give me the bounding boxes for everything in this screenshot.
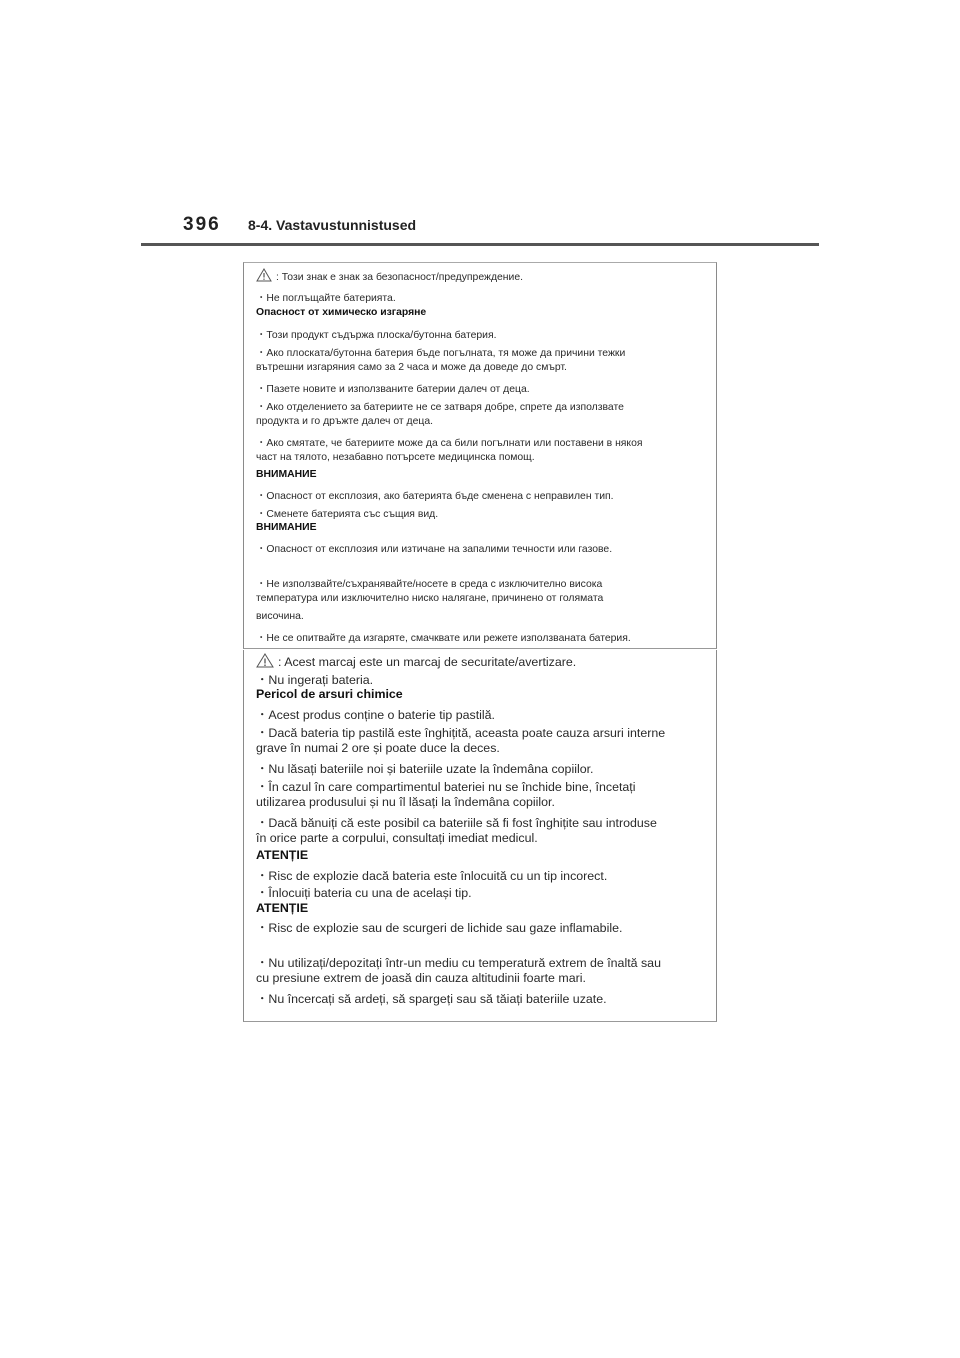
bullet-item: ・Не поглъщайте батерията.: [256, 293, 396, 304]
bullet-item: ・Înlocuiți bateria cu una de același tip.: [256, 886, 472, 900]
bullet-item: ・Risc de explozie dacă bateria este înlocuită cu un tip incorect.: [256, 869, 608, 883]
bullet-item: ・Пазете новите и използваните батерии далеч от деца.: [256, 384, 530, 395]
bullet-continuation: част на тялото, незабавно потърсете медицинска помощ.: [256, 452, 535, 463]
bullet-continuation: în orice parte a corpului, consultați imediat medicul.: [256, 831, 538, 845]
bullet-item: ・Този продукт съдържа плоска/бутонна батерия.: [256, 330, 497, 341]
bullet-continuation: grave în numai 2 ore și poate duce la deces.: [256, 741, 500, 755]
bullet-item: ・Dacă bateria tip pastilă este înghițită, aceasta poate cauza arsuri interne: [256, 726, 666, 740]
caution-heading: ВНИМАНИЕ: [256, 522, 317, 533]
bullet-continuation: височина.: [256, 611, 304, 622]
bullet-item: ・Ако отделението за батериите не се затваря добре, спрете да използвате: [256, 402, 624, 413]
hazard-heading: Pericol de arsuri chimice: [256, 687, 403, 701]
warning-triangle-icon: [256, 653, 274, 671]
bullet-item: ・Nu utilizați/depozitați într-un mediu cu temperatură extrem de înaltă sau: [256, 956, 661, 970]
bullet-item: ・Не използвайте/съхранявайте/носете в среда с изключително висока: [256, 579, 603, 590]
bullet-continuation: cu presiune extrem de joasă din cauza altitudinii foarte mari.: [256, 971, 586, 985]
bullet-item: ・Nu ingerați bateria.: [256, 673, 374, 687]
header-divider: [141, 243, 819, 246]
hazard-heading: Опасност от химическо изгаряне: [256, 307, 427, 318]
bullet-item: ・Ако плоската/бутонна батерия бъде погълната, тя може да причини тежки: [256, 348, 626, 359]
bullet-item: ・Сменете батерията със същия вид.: [256, 509, 439, 520]
warning-statement: : Този знак е знак за безопасност/предупреждение.: [256, 268, 523, 285]
bullet-item: ・Опасност от експлозия или изтичане на запалими течности или газове.: [256, 544, 613, 555]
bullet-item: ・Ако смятате, че батериите може да са били погълнати или поставени в някоя: [256, 438, 643, 449]
bullet-item: ・Dacă bănuiți că este posibil ca bateriile să fi fost înghițite sau introduse: [256, 816, 657, 830]
bullet-continuation: температура или изключително ниско налягане, причинено от голямата: [256, 593, 604, 604]
bullet-item: ・Acest produs conține o baterie tip pastilă.: [256, 708, 495, 722]
caution-heading: ATENȚIE: [256, 901, 309, 915]
warning-statement: : Acest marcaj este un marcaj de securitate/avertizare.: [256, 653, 576, 671]
bullet-continuation: продукта и го дръжте далеч от деца.: [256, 416, 433, 427]
warning-triangle-icon: [256, 268, 272, 285]
bullet-item: ・În cazul în care compartimentul bateriei nu se închide bine, încetați: [256, 780, 636, 794]
bullet-continuation: вътрешни изгаряния само за 2 часа и може да доведе до смърт.: [256, 362, 567, 373]
bullet-continuation: utilizarea produsului și nu îl lăsați la îndemâna copiilor.: [256, 795, 555, 809]
page-number: 396: [183, 214, 221, 235]
bullet-item: ・Risc de explozie sau de scurgeri de lichide sau gaze inflamabile.: [256, 921, 623, 935]
caution-heading: ВНИМАНИЕ: [256, 469, 317, 480]
bullet-item: ・Nu încercați să ardeți, să spargeți sau să tăiați bateriile uzate.: [256, 992, 607, 1006]
romanian-warning-panel: [243, 650, 717, 1022]
bullet-item: ・Опасност от експлозия, ако батерията бъде сменена с неправилен тип.: [256, 491, 614, 502]
bulgarian-warning-panel: [243, 262, 717, 649]
caution-heading: ATENȚIE: [256, 848, 309, 862]
bullet-item: ・Не се опитвайте да изгаряте, смачквате или режете използваната батерия.: [256, 633, 631, 644]
section-title: 8-4. Vastavustunnistused: [248, 217, 417, 233]
bullet-item: ・Nu lăsați bateriile noi și bateriile uzate la îndemâna copiilor.: [256, 762, 594, 776]
